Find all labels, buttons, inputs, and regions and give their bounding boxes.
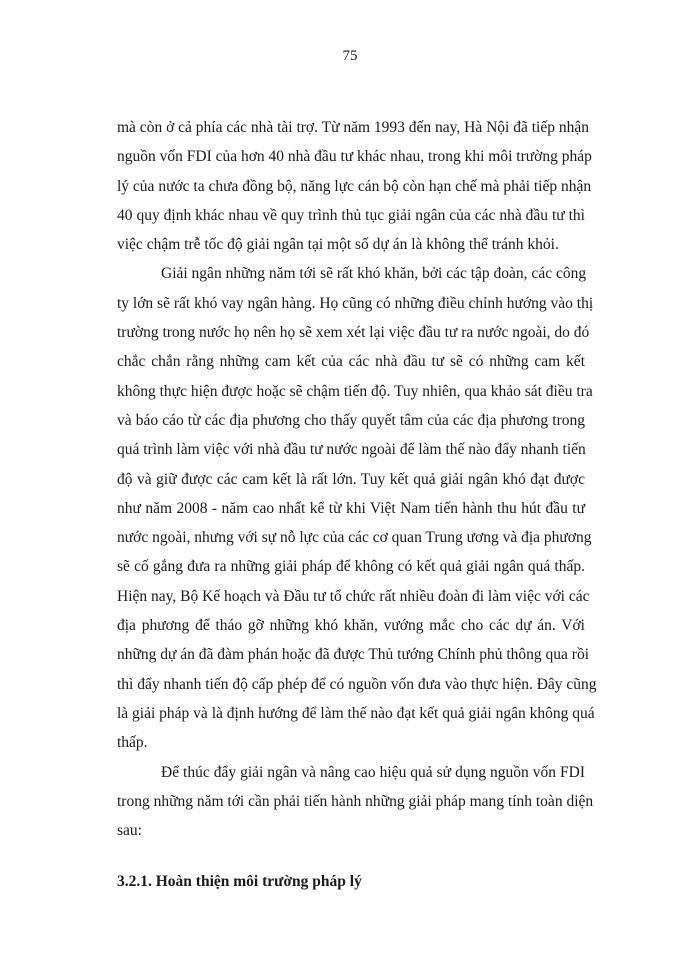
text-line: những dự án đã đàm phán hoặc đã được Thủ tướng Chính phủ thông qua rồi [117, 646, 590, 664]
text-line: sau: [117, 822, 142, 840]
text-line: địa phương để tháo gỡ những khó khăn, vướng mắc cho các dự án. Với [117, 617, 585, 635]
text-line: chắc chắn rằng những cam kết của các nhà đầu tư sẽ có những cam kết [117, 353, 585, 371]
text-line: trường trong nước họ nên họ sẽ xem xét lại việc đầu tư ra nước ngoài, do đó [117, 324, 590, 342]
text-line: độ và giữ được các cam kết là rất lớn. Tuy kết quả giải ngân khó đạt được [117, 470, 585, 488]
text-line: trong những năm tới cần phải tiến hành những giải pháp mang tính toàn diện [117, 792, 594, 810]
paragraph [117, 113, 592, 259]
text-line: thấp. [117, 734, 148, 752]
text-line: Hiện nay, Bộ Kế hoạch và Đầu tư tổ chức rất nhiều đoàn đi làm việc với các [117, 587, 590, 605]
text-line: Giải ngân những năm tới sẽ rất khó khăn, bởi các tập đoàn, các công [161, 265, 587, 283]
section-heading: 3.2.1. Hoàn thiện môi trường pháp lý [117, 873, 362, 891]
text-line: là giải pháp và là định hướng để làm thế nào đạt kết quả giải ngân không quá [117, 704, 595, 722]
paragraph [117, 758, 594, 846]
text-line: quá trình làm việc với nhà đầu tư nước ngoài để làm thế nào đẩy nhanh tiến [117, 441, 586, 459]
text-line: thì đẩy nhanh tiến độ cấp phép để có nguồn vốn đưa vào thực hiện. Đây cũng [117, 675, 597, 693]
text-line: không thực hiện được hoặc sẽ chậm tiến độ. Tuy nhiên, qua khảo sát điều tra [117, 382, 593, 400]
text-line: mà còn ở cả phía các nhà tài trợ. Từ năm 1993 đến nay, Hà Nội đã tiếp nhận [117, 119, 589, 136]
document-body [117, 113, 597, 897]
text-line: 40 quy định khác nhau về quy trình thủ tục giải ngân của các nhà đầu tư thì [117, 206, 585, 224]
text-line: việc chậm trễ tốc độ giải ngân tại một số dự án là không thể tránh khỏi. [117, 236, 559, 254]
text-line: ty lớn sẽ rất khó vay ngân hàng. Họ cũng có những điều chỉnh hướng vào thị [117, 294, 594, 312]
text-line: lý của nước ta chưa đồng bộ, năng lực cán bộ còn hạn chế mà phải tiếp nhận [117, 177, 592, 195]
page-number: 75 [342, 48, 358, 64]
text-line: như năm 2008 - năm cao nhất kể từ khi Việt Nam tiến hành thu hút đầu tư [117, 499, 585, 517]
text-line: nguồn vốn FDI của hơn 40 nhà đầu tư khác nhau, trong khi môi trường pháp [117, 148, 592, 166]
paragraph [117, 259, 597, 757]
text-line: và báo cáo từ các địa phương cho thấy quyết tâm của các địa phương trong [117, 411, 585, 429]
text-line: sẽ cố gắng đưa ra những giải pháp để không có kết quả giải ngân quá thấp. [117, 558, 585, 576]
text-line: nước ngoài, nhưng với sự nỗ lực của các cơ quan Trung ương và địa phương [117, 529, 592, 547]
text-line: Để thúc đẩy giải ngân và nâng cao hiệu quả sử dụng nguồn vốn FDI [161, 763, 585, 781]
